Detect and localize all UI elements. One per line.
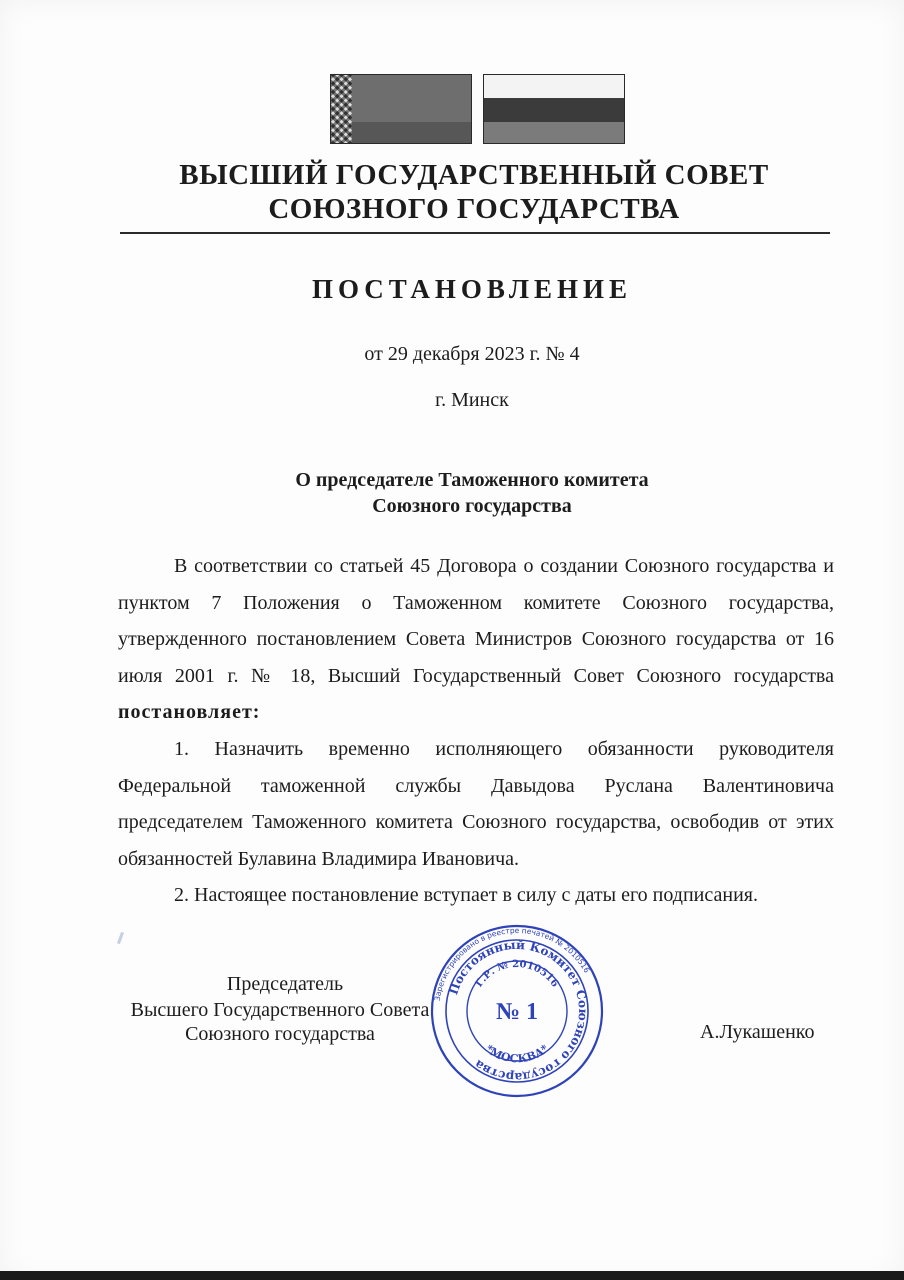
document-city: г. Минск (435, 389, 509, 411)
preamble-decree-word: постановляет: (118, 701, 261, 723)
scan-bottom-edge (0, 1271, 904, 1280)
stamp-city: *МОСКВА* (482, 1042, 552, 1066)
signer-title-line-2: Высшего Государственного Совета (130, 999, 430, 1021)
signer-title-line-1: Председатель (226, 973, 344, 995)
preamble-text: В соответствии со статьей 45 Договора о создании Союзного государства и пунктом 7 Положения о Таможенном комитете Союзного государства, утвержденного постановлением Совета Министров Союзного государства от 16 июля 2001 г. № 18, Высший Государственный Совет Союзного государства (118, 555, 834, 687)
paragraph-item-2: 2. Настоящее постановление вступает в силу с даты его подписания. (174, 884, 758, 906)
subject-line-1: О председателе Таможенного комитета (295, 469, 649, 491)
stamp-registration-number: Г.Р. № 2010516 (473, 958, 561, 990)
paragraph-preamble (118, 548, 834, 731)
scan-artifact (117, 932, 124, 944)
subject-line-2: Союзного государства (372, 495, 572, 517)
stamp-number: № 1 (495, 999, 539, 1025)
paragraph-item-1: 1. Назначить временно исполняющего обязанности руководителя Федеральной таможенной службы Давыдова Руслана Валентиновича председателем Таможенного комитета Союзного государства, освободив от этих обязанностей Булавина Владимира Ивановича. (118, 738, 834, 870)
document-type: ПОСТАНОВЛЕНИЕ (311, 274, 633, 304)
document-date-number: от 29 декабря 2023 г. № 4 (364, 343, 580, 365)
header-line-1: ВЫСШИЙ ГОСУДАРСТВЕННЫЙ СОВЕТ (179, 159, 769, 191)
official-seal-stamp (430, 924, 604, 1098)
header-line-2: СОЮЗНОГО ГОСУДАРСТВА (268, 193, 680, 225)
flag-ornament (331, 75, 352, 143)
header-divider (120, 232, 830, 234)
signer-title-line-3: Союзного государства (185, 1023, 375, 1045)
belarus-flag-icon (330, 74, 472, 144)
signer-name: А.Лукашенко (700, 1021, 815, 1043)
russia-flag-icon (483, 74, 625, 144)
stamp-inner-text: Постоянный Комитет Союзного государства (446, 937, 591, 1085)
stamp-outer-text: Зарегистрировано в реестре печатей № 2010516 (432, 925, 592, 1002)
